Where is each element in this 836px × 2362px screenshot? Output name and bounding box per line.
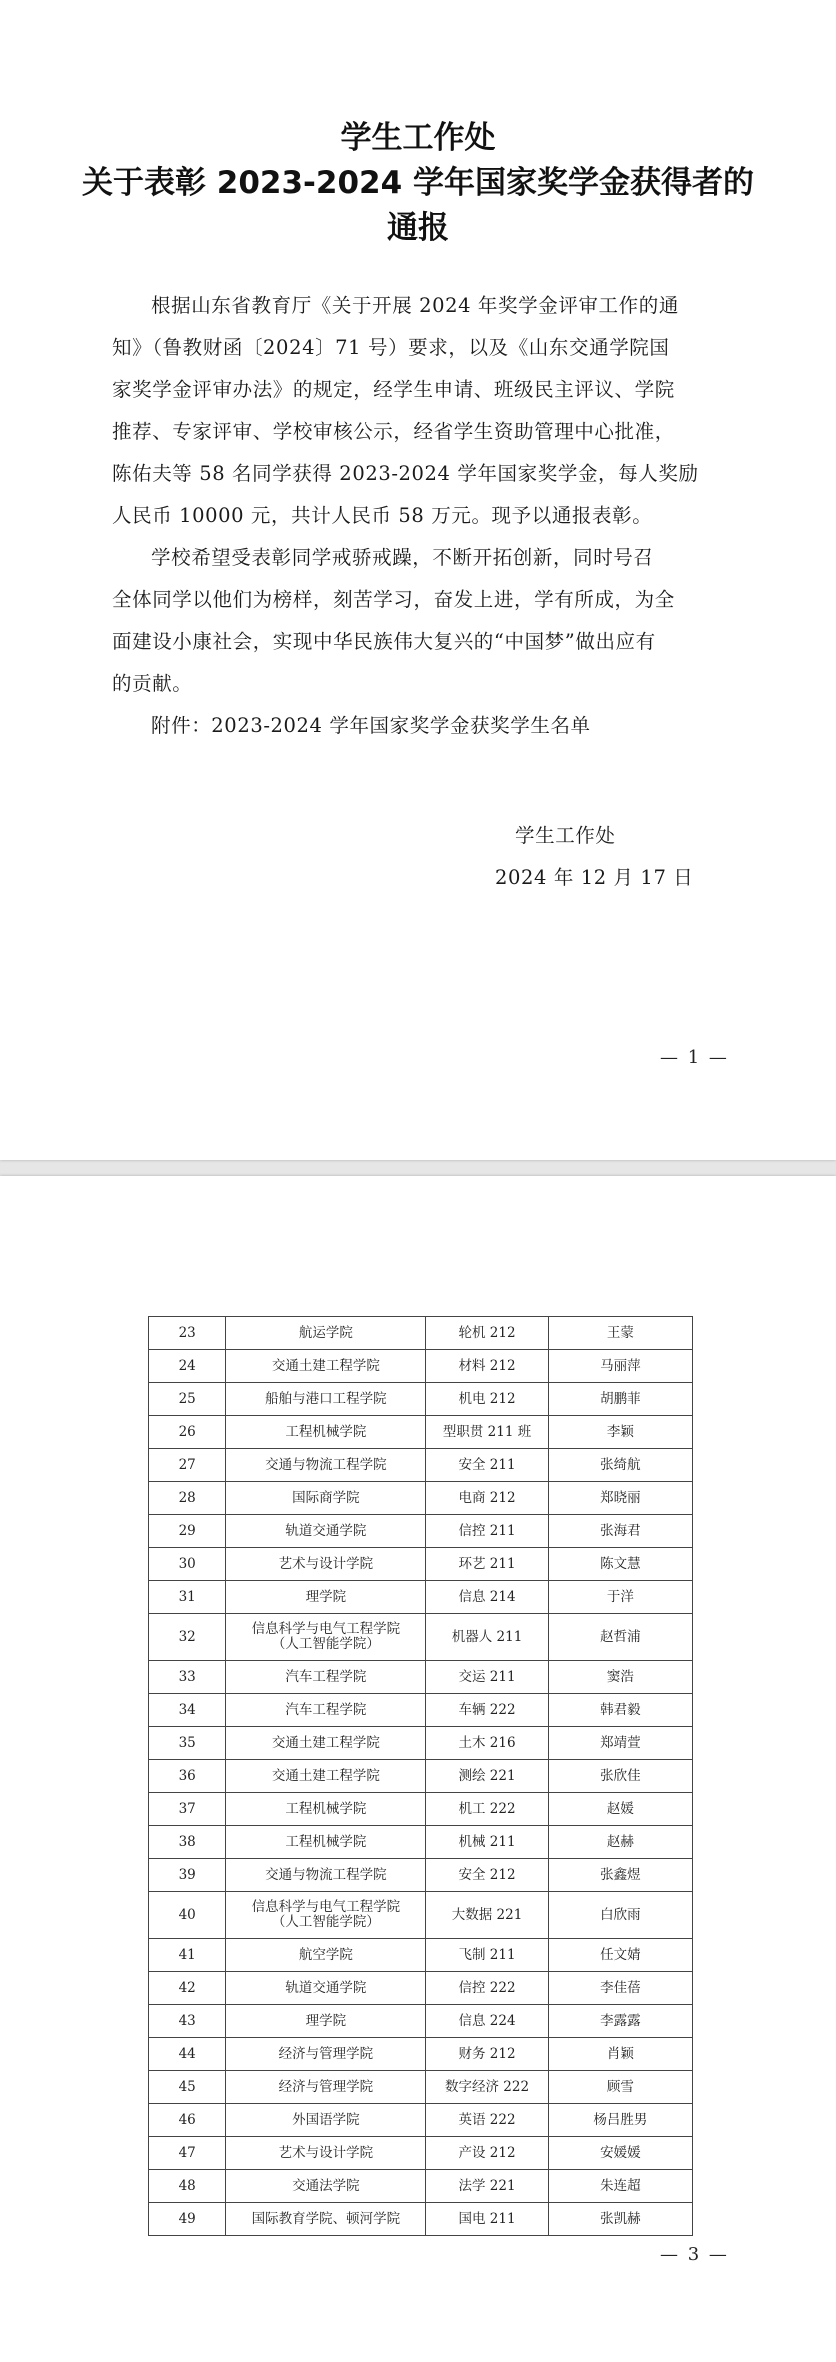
- college-cell: 理学院: [226, 1581, 426, 1614]
- class-cell: 产设 212: [426, 2137, 548, 2170]
- body-line: 根据山东省教育厅《关于开展 2024 年奖学金评审工作的通: [151, 294, 679, 317]
- college-name: 信息科学与电气工程学院: [251, 1621, 401, 1637]
- row-number: 36: [149, 1760, 226, 1793]
- page-number-1: — 1 —: [660, 1047, 729, 1068]
- notice-body: [112, 285, 726, 747]
- body-line: 面建设小康社会，实现中华民族伟大复兴的“中国梦”做出应有: [112, 630, 656, 653]
- table-row: [149, 1383, 693, 1416]
- student-name-cell: 郑靖萱: [548, 1727, 692, 1760]
- table-row: [149, 1661, 693, 1694]
- paragraph-2: [112, 537, 726, 705]
- row-number: 40: [149, 1892, 226, 1939]
- body-line: 知》（鲁教财函〔2024〕71 号）要求，以及《山东交通学院国: [112, 336, 670, 359]
- notice-page: [0, 0, 836, 1160]
- class-cell: 测绘 221: [426, 1760, 548, 1793]
- college-cell: 艺术与设计学院: [226, 1548, 426, 1581]
- class-cell: 安全 212: [426, 1859, 548, 1892]
- class-cell: 机械 211: [426, 1826, 548, 1859]
- table-row: [149, 2005, 693, 2038]
- row-number: 41: [149, 1939, 226, 1972]
- class-cell: 机工 222: [426, 1793, 548, 1826]
- table-row: [149, 2137, 693, 2170]
- row-number: 31: [149, 1581, 226, 1614]
- student-name-cell: 马丽萍: [548, 1350, 692, 1383]
- row-number: 48: [149, 2170, 226, 2203]
- table-row: [149, 1581, 693, 1614]
- college-cell: 交通与物流工程学院: [226, 1449, 426, 1482]
- row-number: 32: [149, 1614, 226, 1661]
- college-cell: 交通土建工程学院: [226, 1760, 426, 1793]
- college-cell: 交通与物流工程学院: [226, 1859, 426, 1892]
- attachment-line: 附件：2023-2024 学年国家奖学金获奖学生名单: [151, 714, 591, 737]
- student-name-cell: 陈文慧: [548, 1548, 692, 1581]
- row-number: 35: [149, 1727, 226, 1760]
- college-cell: 艺术与设计学院: [226, 2137, 426, 2170]
- table-row: [149, 1859, 693, 1892]
- row-number: 29: [149, 1515, 226, 1548]
- college-cell: 交通法学院: [226, 2170, 426, 2203]
- student-name-cell: 朱连超: [548, 2170, 692, 2203]
- table-row: [149, 2104, 693, 2137]
- body-line: 全体同学以他们为榜样，刻苦学习，奋发上进，学有所成，为全: [112, 588, 675, 611]
- college-cell: 理学院: [226, 2005, 426, 2038]
- table-row: [149, 1793, 693, 1826]
- student-name-cell: 王蒙: [548, 1317, 692, 1350]
- class-cell: 安全 211: [426, 1449, 548, 1482]
- student-name-cell: 任文婧: [548, 1939, 692, 1972]
- student-name-cell: 赵赫: [548, 1826, 692, 1859]
- student-name-cell: 窦浩: [548, 1661, 692, 1694]
- class-cell: 国电 211: [426, 2203, 548, 2236]
- college-name: 信息科学与电气工程学院: [251, 1899, 401, 1915]
- roster-page: [0, 1176, 836, 2362]
- college-cell: 工程机械学院: [226, 1826, 426, 1859]
- row-number: 37: [149, 1793, 226, 1826]
- table-row: [149, 2038, 693, 2071]
- body-line: 陈佑夫等 58 名同学获得 2023-2024 学年国家奖学金，每人奖励: [112, 462, 699, 485]
- student-name-cell: 张绮航: [548, 1449, 692, 1482]
- notice-title-line-1: 学生工作处: [340, 120, 496, 156]
- row-number: 26: [149, 1416, 226, 1449]
- student-name-cell: 李颖: [548, 1416, 692, 1449]
- student-name-cell: 郑晓丽: [548, 1482, 692, 1515]
- body-line: 人民币 10000 元，共计人民币 58 万元。现予以通报表彰。: [112, 504, 653, 527]
- table-row: [149, 1760, 693, 1793]
- college-subname: （人工智能学院）: [271, 1914, 380, 1930]
- student-name-cell: 李露露: [548, 2005, 692, 2038]
- class-cell: 信息 214: [426, 1581, 548, 1614]
- table-row: [149, 1449, 693, 1482]
- student-name-cell: 安媛媛: [548, 2137, 692, 2170]
- class-cell: 飞制 211: [426, 1939, 548, 1972]
- class-cell: 车辆 222: [426, 1694, 548, 1727]
- student-name-cell: 张海君: [548, 1515, 692, 1548]
- student-name-cell: 白欣雨: [548, 1892, 692, 1939]
- paragraph-1: [112, 285, 726, 537]
- row-number: 49: [149, 2203, 226, 2236]
- college-cell: 交通土建工程学院: [226, 1727, 426, 1760]
- row-number: 25: [149, 1383, 226, 1416]
- table-row: [149, 1727, 693, 1760]
- student-name-cell: 杨吕胜男: [548, 2104, 692, 2137]
- class-cell: 信息 224: [426, 2005, 548, 2038]
- class-cell: 交运 211: [426, 1661, 548, 1694]
- body-line: 推荐、专家评审、学校审核公示，经省学生资助管理中心批准，: [112, 420, 675, 443]
- class-cell: 机器人 211: [426, 1614, 548, 1661]
- college-cell: 航运学院: [226, 1317, 426, 1350]
- class-cell: 机电 212: [426, 1383, 548, 1416]
- student-name-cell: 于洋: [548, 1581, 692, 1614]
- row-number: 43: [149, 2005, 226, 2038]
- college-cell: 外国语学院: [226, 2104, 426, 2137]
- row-number: 34: [149, 1694, 226, 1727]
- body-line: 学校希望受表彰同学戒骄戒躁，不断开拓创新，同时号召: [151, 546, 654, 569]
- table-row: [149, 1892, 693, 1939]
- college-cell: 轨道交通学院: [226, 1515, 426, 1548]
- notice-title-line-2: 关于表彰 2023-2024 学年国家奖学金获得者的: [81, 165, 754, 201]
- college-cell: 汽车工程学院: [226, 1661, 426, 1694]
- table-row: [149, 2203, 693, 2236]
- row-number: 46: [149, 2104, 226, 2137]
- row-number: 27: [149, 1449, 226, 1482]
- student-name-cell: 肖颖: [548, 2038, 692, 2071]
- table-row: [149, 1515, 693, 1548]
- row-number: 42: [149, 1972, 226, 2005]
- college-cell: 工程机械学院: [226, 1793, 426, 1826]
- table-row: [149, 1972, 693, 2005]
- college-cell: 航空学院: [226, 1939, 426, 1972]
- row-number: 33: [149, 1661, 226, 1694]
- college-cell: 轨道交通学院: [226, 1972, 426, 2005]
- table-row: [149, 1350, 693, 1383]
- table-row: [149, 1614, 693, 1661]
- college-cell: 经济与管理学院: [226, 2071, 426, 2104]
- student-name-cell: 李佳蓓: [548, 1972, 692, 2005]
- notice-date: 2024 年 12 月 17 日: [495, 866, 694, 889]
- row-number: 38: [149, 1826, 226, 1859]
- class-cell: 英语 222: [426, 2104, 548, 2137]
- class-cell: 法学 221: [426, 2170, 548, 2203]
- class-cell: 信控 211: [426, 1515, 548, 1548]
- row-number: 28: [149, 1482, 226, 1515]
- class-cell: 土木 216: [426, 1727, 548, 1760]
- table-row: [149, 1317, 693, 1350]
- college-cell: [226, 1892, 426, 1939]
- table-row: [149, 1939, 693, 1972]
- class-cell: 环艺 211: [426, 1548, 548, 1581]
- college-cell: 交通土建工程学院: [226, 1350, 426, 1383]
- notice-title-line-3: 通报: [387, 210, 449, 246]
- row-number: 30: [149, 1548, 226, 1581]
- row-number: 47: [149, 2137, 226, 2170]
- class-cell: 材料 212: [426, 1350, 548, 1383]
- class-cell: 型职贯 211 班: [426, 1416, 548, 1449]
- row-number: 23: [149, 1317, 226, 1350]
- class-cell: 信控 222: [426, 1972, 548, 2005]
- college-subname: （人工智能学院）: [271, 1636, 380, 1652]
- page-number-3: — 3 —: [660, 2244, 729, 2265]
- signature: 学生工作处: [515, 824, 616, 847]
- student-name-cell: 张鑫煜: [548, 1859, 692, 1892]
- table-row: [149, 1482, 693, 1515]
- college-cell: 经济与管理学院: [226, 2038, 426, 2071]
- class-cell: 财务 212: [426, 2038, 548, 2071]
- student-name-cell: 韩君毅: [548, 1694, 692, 1727]
- class-cell: 数字经济 222: [426, 2071, 548, 2104]
- table-row: [149, 1416, 693, 1449]
- row-number: 39: [149, 1859, 226, 1892]
- body-line: 家奖学金评审办法》的规定，经学生申请、班级民主评议、学院: [112, 378, 675, 401]
- class-cell: 电商 212: [426, 1482, 548, 1515]
- table-row: [149, 1548, 693, 1581]
- table-row: [149, 1826, 693, 1859]
- college-cell: 工程机械学院: [226, 1416, 426, 1449]
- row-number: 24: [149, 1350, 226, 1383]
- college-cell: 汽车工程学院: [226, 1694, 426, 1727]
- student-name-cell: 胡鹏菲: [548, 1383, 692, 1416]
- college-cell: 国际教育学院、顿河学院: [226, 2203, 426, 2236]
- award-roster-table: [148, 1316, 693, 2236]
- college-cell: 国际商学院: [226, 1482, 426, 1515]
- student-name-cell: 赵媛: [548, 1793, 692, 1826]
- student-name-cell: 张欣佳: [548, 1760, 692, 1793]
- student-name-cell: 赵哲浦: [548, 1614, 692, 1661]
- college-cell: [226, 1614, 426, 1661]
- body-line: 的贡献。: [112, 672, 193, 695]
- class-cell: 大数据 221: [426, 1892, 548, 1939]
- table-row: [149, 2071, 693, 2104]
- class-cell: 轮机 212: [426, 1317, 548, 1350]
- table-row: [149, 2170, 693, 2203]
- table-row: [149, 1694, 693, 1727]
- row-number: 44: [149, 2038, 226, 2071]
- row-number: 45: [149, 2071, 226, 2104]
- student-name-cell: 顾雪: [548, 2071, 692, 2104]
- student-name-cell: 张凯赫: [548, 2203, 692, 2236]
- college-cell: 船舶与港口工程学院: [226, 1383, 426, 1416]
